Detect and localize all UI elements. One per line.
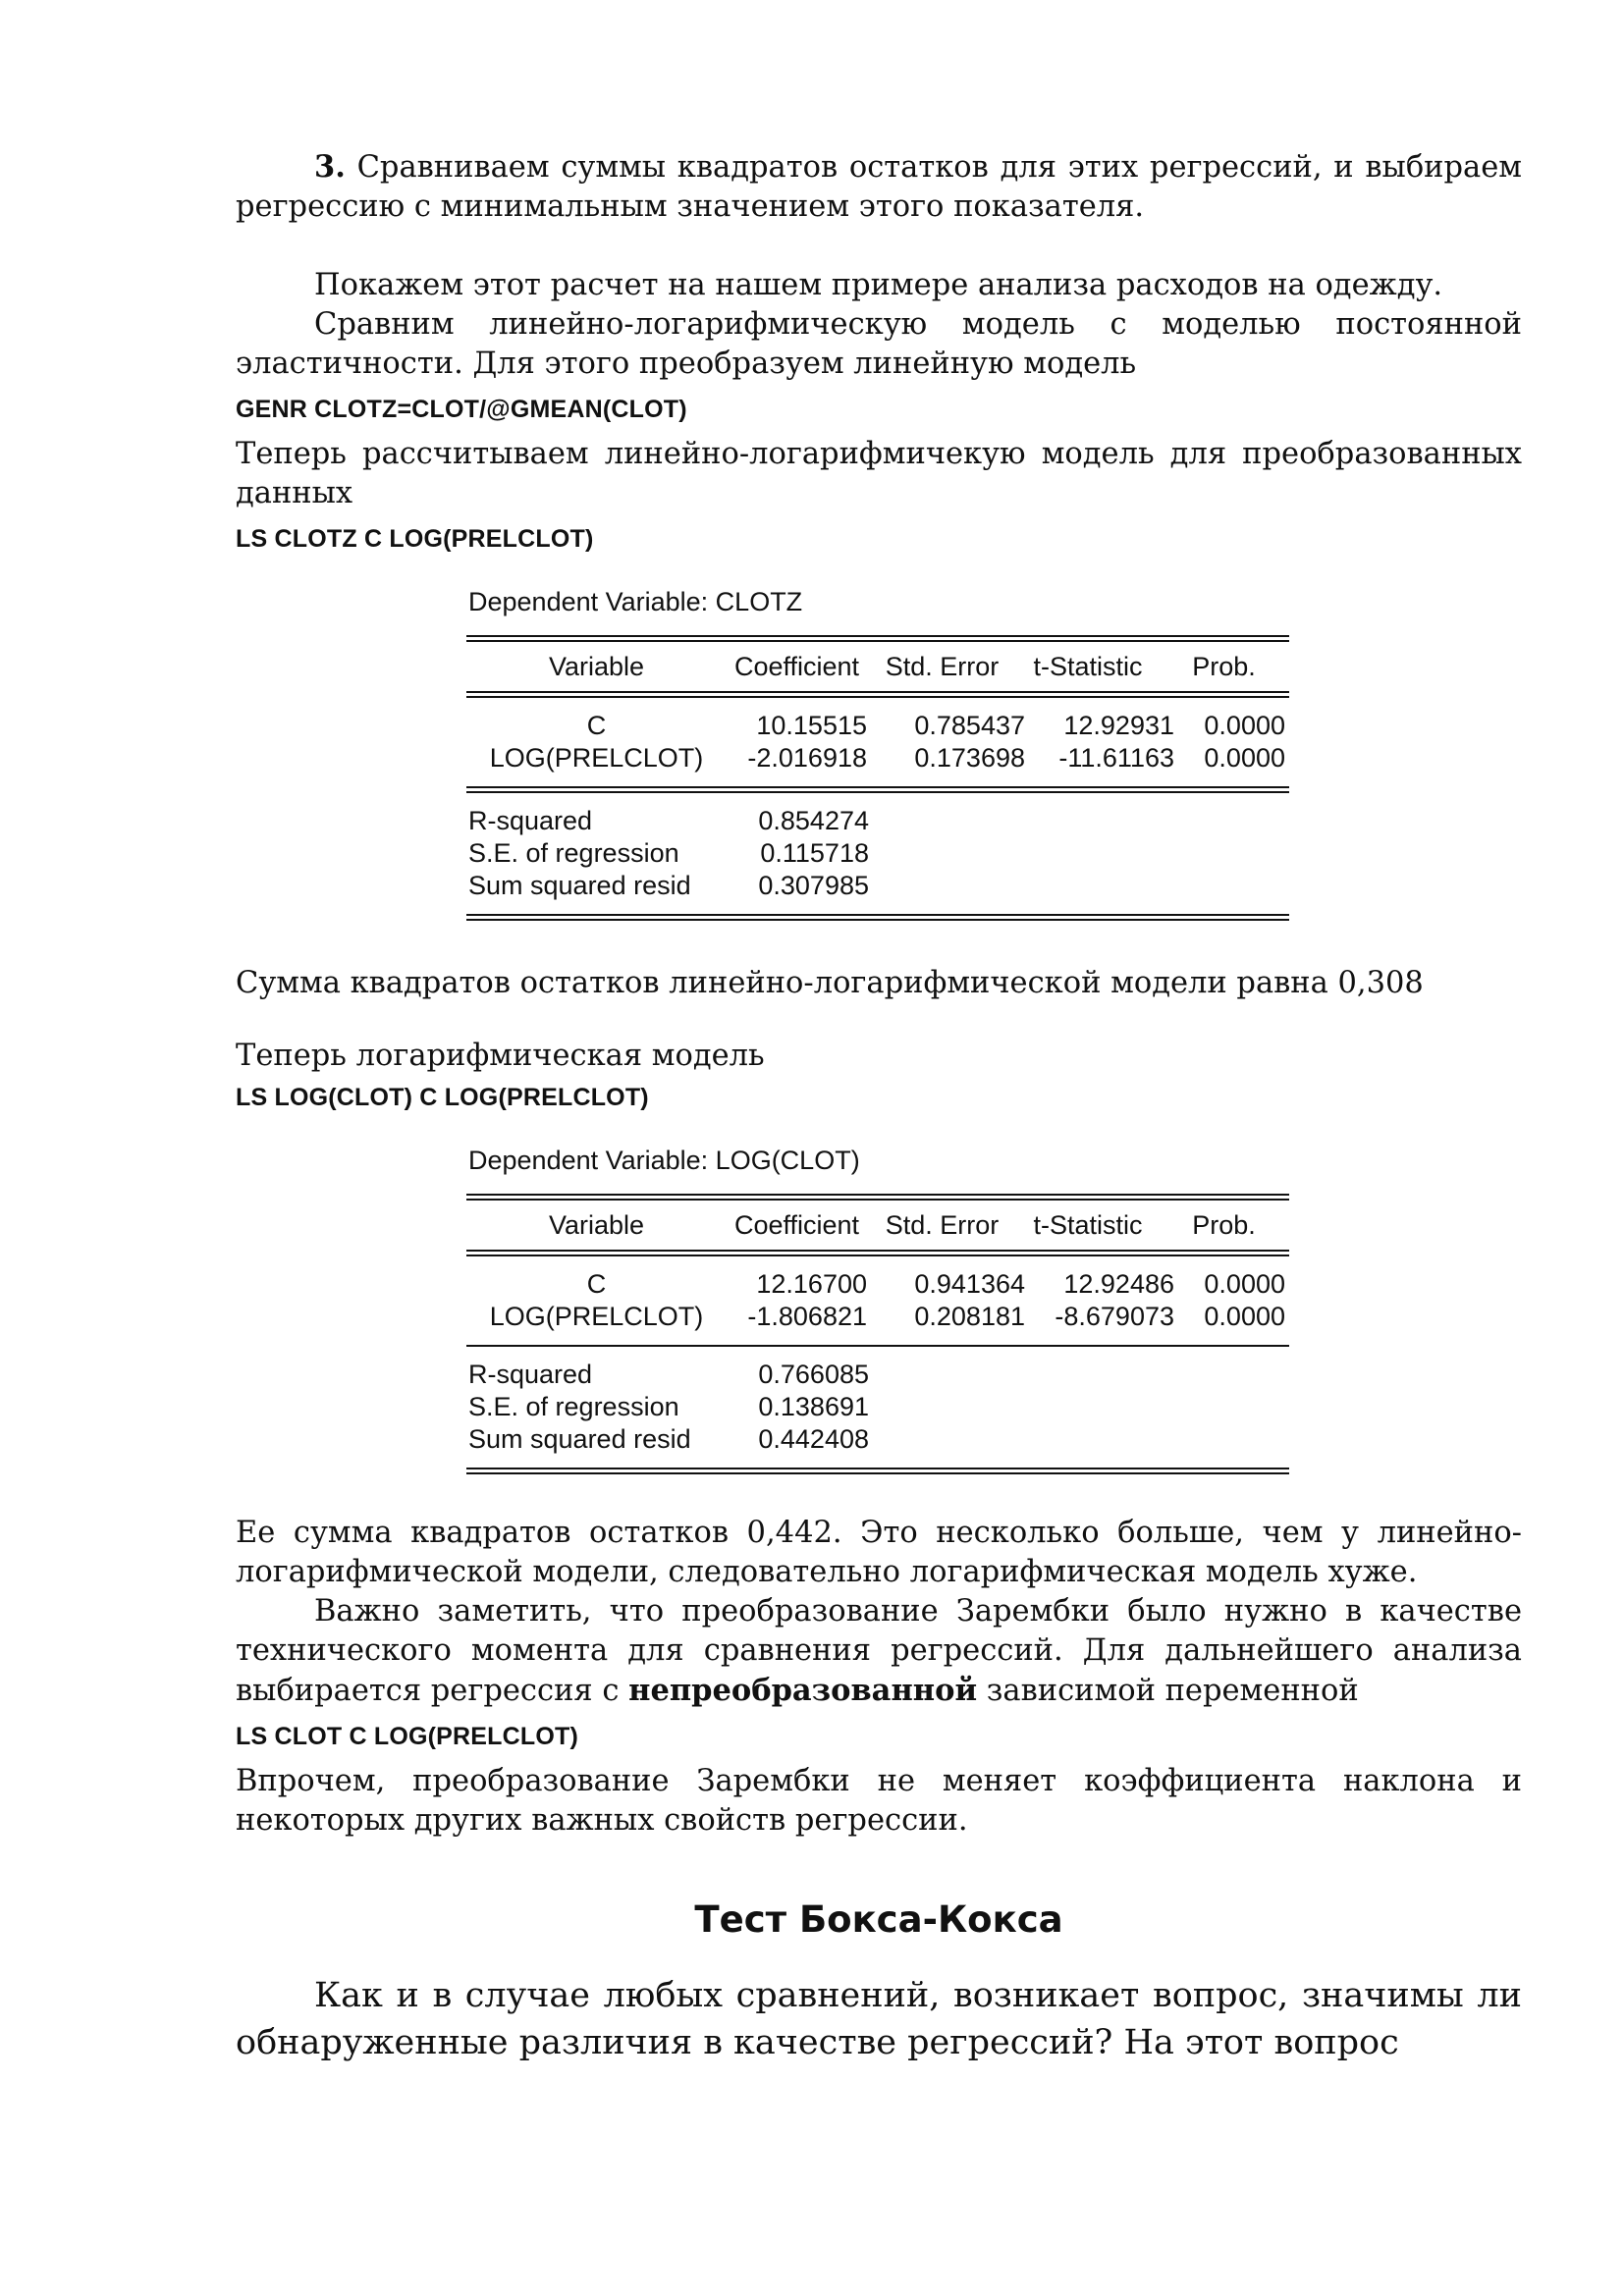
cell-prob: 0.0000 bbox=[1204, 1302, 1285, 1331]
stat-value: 0.115718 bbox=[760, 838, 869, 868]
cell-prob: 0.0000 bbox=[1204, 743, 1285, 773]
stat-label: Sum squared resid bbox=[468, 871, 691, 900]
cell-variable: C bbox=[586, 711, 607, 740]
text-segment: зависимой переменной bbox=[977, 1674, 1359, 1708]
double-rule bbox=[466, 786, 1289, 793]
double-rule bbox=[466, 1250, 1289, 1256]
stat-label: S.E. of regression bbox=[468, 1392, 679, 1421]
paragraph-log-rss: Ее сумма квадратов остатков 0,442. Это несколько больше, чем у линейно-логарифмической модели, следовательно логарифмическая модель хуже. bbox=[236, 1516, 1522, 1589]
summary-stats bbox=[466, 793, 1289, 914]
command-ls-logclot: LS LOG(CLOT) C LOG(PRELCLOT) bbox=[236, 1084, 649, 1111]
header-std-error: Std. Error bbox=[885, 652, 1000, 681]
double-rule bbox=[466, 1194, 1289, 1201]
cell-coefficient: -1.806821 bbox=[747, 1302, 867, 1331]
paragraph-log-model: Теперь логарифмическая модель bbox=[236, 1039, 765, 1073]
header-std-error: Std. Error bbox=[885, 1210, 1000, 1240]
regression-output-clotz bbox=[466, 582, 1289, 921]
step-number: 3. bbox=[314, 149, 346, 185]
coefficient-rows bbox=[466, 1256, 1289, 1345]
paragraph-zarembka-slope: Впрочем, преобразование Зарембки не меняет коэффициента наклона и некоторых других важных свойств регрессии. bbox=[236, 1764, 1522, 1838]
header-t-statistic: t-Statistic bbox=[1033, 652, 1143, 681]
stat-row bbox=[466, 1391, 1289, 1423]
dependent-variable-title: Dependent Variable: LOG(CLOT) bbox=[468, 1146, 860, 1175]
cell-std-error: 0.208181 bbox=[914, 1302, 1025, 1331]
cell-std-error: 0.941364 bbox=[914, 1269, 1025, 1299]
cell-coefficient: 10.15515 bbox=[756, 711, 867, 740]
double-rule bbox=[466, 914, 1289, 921]
stat-label: Sum squared resid bbox=[468, 1424, 691, 1454]
header-prob: Prob. bbox=[1192, 652, 1256, 681]
header-coefficient: Coefficient bbox=[733, 1210, 860, 1240]
cell-variable: LOG(PRELCLOT) bbox=[489, 1302, 704, 1331]
cell-coefficient: 12.16700 bbox=[756, 1269, 867, 1299]
table-header-row bbox=[466, 1201, 1289, 1250]
coefficient-rows bbox=[466, 698, 1289, 786]
stat-row bbox=[466, 805, 1289, 837]
step-text: Сравниваем суммы квадратов остатков для этих регрессий, и выбираем регрессию с минимальным значением этого показателя. bbox=[236, 150, 1522, 224]
double-rule bbox=[466, 1468, 1289, 1474]
paragraph-example-intro: Покажем этот расчет на нашем примере анализа расходов на одежду. bbox=[314, 268, 1443, 302]
coefficient-table bbox=[466, 642, 1289, 691]
header-variable: Variable bbox=[548, 652, 645, 681]
paragraph-linlog-rss: Сумма квадратов остатков линейно-логарифмической модели равна 0,308 bbox=[236, 966, 1424, 1000]
stat-value: 0.138691 bbox=[758, 1392, 869, 1421]
document-page bbox=[236, 147, 1522, 2066]
text-segment: Важно заметить, что преобразование Зарембки было нужно в качестве технического момента для сравнения регрессий. Для дальнейшего анализа выбирается регрессия с bbox=[236, 1594, 1522, 1708]
cell-prob: 0.0000 bbox=[1204, 711, 1285, 740]
cell-variable: C bbox=[586, 1269, 607, 1299]
header-prob: Prob. bbox=[1192, 1210, 1256, 1240]
table-row bbox=[466, 710, 1289, 742]
paragraph-box-cox-intro: Как и в случае любых сравнений, возникает вопрос, значимы ли обнаруженные различия в качестве регрессий? На этот вопрос bbox=[236, 1976, 1522, 2062]
cell-coefficient: -2.016918 bbox=[747, 743, 867, 773]
command-ls-clot: LS CLOT C LOG(PRELCLOT) bbox=[236, 1723, 579, 1750]
stat-value: 0.307985 bbox=[758, 871, 869, 900]
emphasis-untransformed: непреобразованной bbox=[628, 1673, 978, 1708]
table-row bbox=[466, 742, 1289, 774]
table-row bbox=[466, 1301, 1289, 1333]
stat-value: 0.442408 bbox=[758, 1424, 869, 1454]
paragraph-step-3 bbox=[236, 147, 1522, 227]
stat-value: 0.854274 bbox=[758, 806, 869, 835]
command-genr: GENR CLOTZ=CLOT/@GMEAN(CLOT) bbox=[236, 396, 687, 423]
stat-row bbox=[466, 1423, 1289, 1456]
cell-t-statistic: -8.679073 bbox=[1055, 1302, 1174, 1331]
stat-label: R-squared bbox=[468, 1360, 593, 1389]
stat-row bbox=[466, 837, 1289, 870]
paragraph-compare-models: Сравним линейно-логарифмическую модель с моделью постоянной эластичности. Для этого преобразуем линейную модель bbox=[236, 307, 1522, 381]
cell-t-statistic: 12.92931 bbox=[1063, 711, 1174, 740]
command-ls-clotz: LS CLOTZ C LOG(PRELCLOT) bbox=[236, 525, 594, 553]
header-coefficient: Coefficient bbox=[733, 652, 860, 681]
section-heading: Тест Бокса-Кокса bbox=[694, 1898, 1063, 1941]
table-header-row bbox=[466, 642, 1289, 691]
cell-variable: LOG(PRELCLOT) bbox=[489, 743, 704, 773]
stat-label: R-squared bbox=[468, 806, 593, 835]
cell-t-statistic: 12.92486 bbox=[1063, 1269, 1174, 1299]
paragraph-zarembka-note bbox=[236, 1592, 1522, 1711]
regression-output-logclot bbox=[466, 1141, 1289, 1474]
table-row bbox=[466, 1268, 1289, 1301]
cell-t-statistic: -11.61163 bbox=[1058, 743, 1174, 773]
dependent-variable-title: Dependent Variable: CLOTZ bbox=[468, 587, 803, 616]
header-t-statistic: t-Statistic bbox=[1033, 1210, 1143, 1240]
paragraph-linlog-transformed: Теперь рассчитываем линейно-логарифмичекую модель для преобразованных данных bbox=[236, 437, 1522, 510]
stat-row bbox=[466, 870, 1289, 902]
summary-stats bbox=[466, 1347, 1289, 1468]
cell-std-error: 0.173698 bbox=[914, 743, 1025, 773]
coefficient-table bbox=[466, 1201, 1289, 1250]
cell-std-error: 0.785437 bbox=[914, 711, 1025, 740]
header-variable: Variable bbox=[548, 1210, 645, 1240]
double-rule bbox=[466, 635, 1289, 642]
cell-prob: 0.0000 bbox=[1204, 1269, 1285, 1299]
stat-label: S.E. of regression bbox=[468, 838, 679, 868]
stat-row bbox=[466, 1359, 1289, 1391]
double-rule bbox=[466, 691, 1289, 698]
stat-value: 0.766085 bbox=[758, 1360, 869, 1389]
